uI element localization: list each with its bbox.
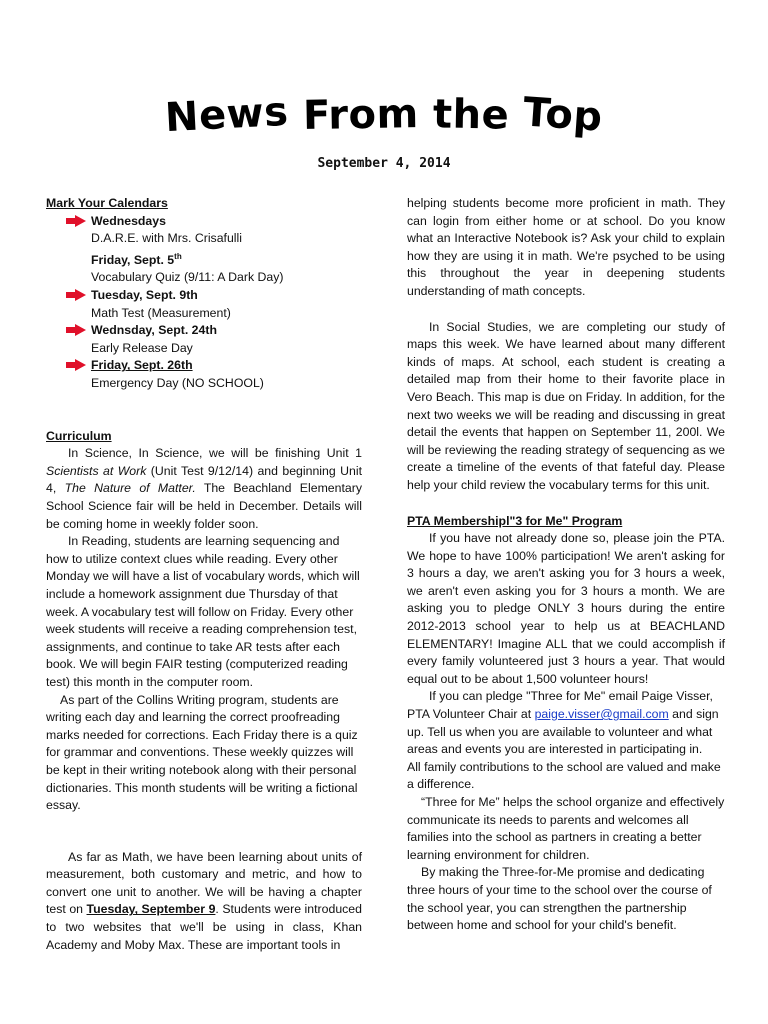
math-paragraph-continued: helping students become more proficient in math. They can login from either home or at school. Do you know what an Interactive Notebook is? Ask your child to explain how they are using it in math. We're psyched to be using this throughout the year in deepening students understanding of math concepts. bbox=[407, 196, 725, 298]
calendar-item-label: Tuesday, Sept. 9th bbox=[91, 288, 198, 303]
calendar-item-label: Friday, Sept. 26th bbox=[91, 358, 193, 373]
title-word: the bbox=[432, 91, 510, 139]
science-paragraph: In Science, In Science, we will be finishing Unit 1 Scientists at Work (Unit Test 9/12/14) and beginning Unit 4, The Nature of Matter. The Beachland Elementary School Science fair will be held in December. Details will be coming home in weekly folder soon. bbox=[46, 446, 362, 531]
pta-heading: PTA Membershipl"3 for Me" Program bbox=[407, 513, 623, 528]
pta-paragraph: By making the Three-for-Me promise and dedicating three hours of your time to the school over the course of the school year, you can strengthen the partnership between home and school for your child's benefit. bbox=[407, 865, 712, 933]
title-word: Top bbox=[521, 89, 605, 141]
calendar-item-detail: Emergency Day (NO SCHOOL) bbox=[91, 376, 264, 391]
newsletter-title bbox=[0, 88, 768, 142]
calendar-item bbox=[46, 213, 362, 248]
title-word: News bbox=[163, 88, 290, 142]
calendar-item bbox=[46, 287, 362, 322]
calendar-list bbox=[46, 213, 362, 393]
math-paragraph: As far as Math, we have been learning about units of measurement, both customary and metric, and how to convert one unit to another. We will be having a chapter test on Tuesday, September 9. Students were introduced to two websites that we'll be using in class, Khan Academy and Moby Max. These are important tools in bbox=[46, 849, 362, 952]
issue-date: September 4, 2014 bbox=[317, 156, 451, 171]
writing-paragraph: As part of the Collins Writing program, students are writing each day and learning the correct proofreading marks needed for corrections. Each Friday there is a quiz for grammar and conventions. These weekly quizzes will be kept in their writing notebook along with their personal dictionaries. This month students will be writing a fictional essay. bbox=[46, 692, 358, 813]
pta-paragraph: If you have not already done so, please join the PTA. We hope to have 100% participation! We aren't asking for 3 hours a day, we aren't asking you for 3 hours a week, we aren't even asking you for 3 hours a month. We are asking you to pledge ONLY 3 hours during the entire 2012-2013 school year to help us at BEACHLAND ELEMENTARY! Imagine ALL that we could accomplish if every family volunteered just 3 hours a year. That would equal out to be about 1,500 volunteer hours! bbox=[407, 531, 725, 686]
unit-title: Scientists at Work bbox=[46, 463, 147, 478]
calendar-item-detail: Early Release Day bbox=[91, 340, 193, 355]
pta-paragraph: “Three for Me” helps the school organize and effectively communicate its needs to parents and welcomes all families into the school as partners in creating a better learning environment for children. bbox=[407, 795, 725, 862]
title-word: From bbox=[302, 90, 419, 140]
calendar-item-detail: D.A.R.E. with Mrs. Crisafulli bbox=[91, 231, 242, 246]
arrow-bullet-icon bbox=[66, 359, 86, 371]
date-suffix: th bbox=[174, 251, 182, 261]
arrow-bullet-icon bbox=[66, 215, 86, 227]
calendar-item-label: Wednesdays bbox=[91, 213, 166, 228]
arrow-bullet-icon bbox=[66, 289, 86, 301]
calendar-item bbox=[46, 357, 362, 392]
social-studies-paragraph: In Social Studies, we are completing our study of maps this week. We have learned about many different kinds of maps. At school, each student is creating a detailed map from their home to their favorite place in Vero Beach. This map is due on Friday. In addition, for the next two weeks we will be reading and discussing in great detail the events that happen on September 11, 200l. We will be reviewing the reading strategy of sequencing as we create a timeline of the events of that fateful day. Please help your child review the vocabulary terms for this unit. bbox=[407, 319, 725, 492]
calendar-item-detail: Vocabulary Quiz (9/11: A Dark Day) bbox=[91, 270, 284, 285]
pta-paragraph: All family contributions to the school are valued and make a difference. bbox=[407, 759, 721, 792]
test-date: Tuesday, September 9 bbox=[86, 902, 216, 917]
curriculum-heading: Curriculum bbox=[46, 428, 112, 443]
reading-paragraph: In Reading, students are learning sequencing and how to utilize context clues while reading. Every other Monday we will have a list of vocabulary words, which will include a homework assignment due Thursday of that week. A vocabulary test will follow on Friday. Every other week students will receive a reading comprehension test, assignments, and continue to take AR tests after each book. We will begin FAIR testing (computerized reading test) this month in the computer room. bbox=[46, 534, 360, 689]
unit-title: The Nature of Matter. bbox=[64, 481, 196, 496]
calendar-item bbox=[46, 248, 362, 287]
right-column bbox=[407, 195, 725, 935]
calendar-heading: Mark Your Calendars bbox=[46, 196, 168, 210]
pta-paragraph: If you can pledge "Three for Me" email Paige Visser, PTA Volunteer Chair at paige.visser@gmail.com and sign up. Tell us when you are available to volunteer and what areas and events you are interested in participating in. bbox=[407, 689, 719, 757]
calendar-item bbox=[46, 322, 362, 357]
calendar-item-label: Friday, Sept. 5th bbox=[91, 251, 182, 267]
arrow-bullet-icon bbox=[66, 324, 86, 336]
email-link[interactable]: paige.visser@gmail.com bbox=[534, 707, 669, 722]
calendar-item-detail: Math Test (Measurement) bbox=[91, 305, 231, 320]
calendar-item-label: Wednsday, Sept. 24th bbox=[91, 323, 217, 338]
left-column bbox=[46, 195, 362, 954]
